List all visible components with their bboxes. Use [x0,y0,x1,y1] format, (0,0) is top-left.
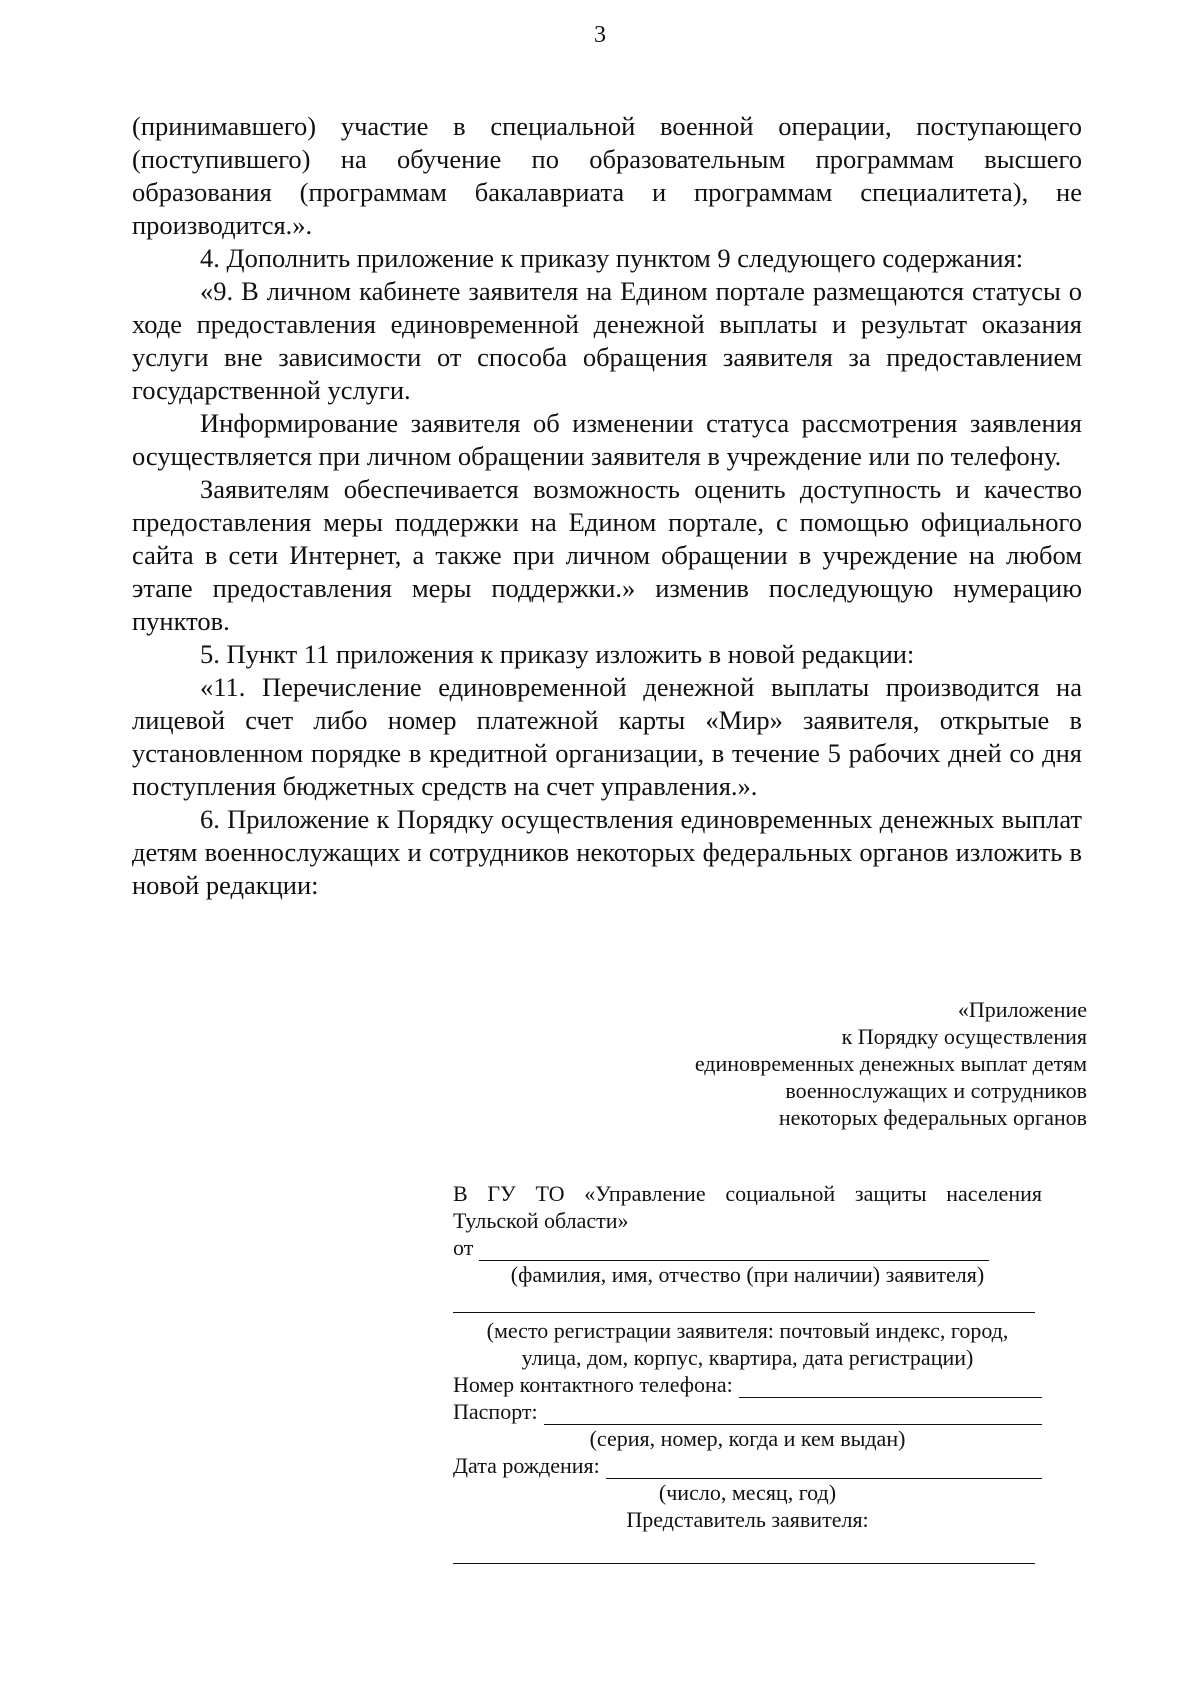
passport-field[interactable] [544,1404,1042,1425]
birth-field[interactable] [606,1458,1042,1479]
paragraph-informing: Информирование заявителя об изменении статуса рассмотрения заявления осуществляется при личном обращении заявителя в учреждение или по телефону. [132,408,1082,471]
birth-row [453,1452,1042,1479]
name-field[interactable] [479,1240,989,1261]
passport-caption: (серия, номер, когда и кем выдан) [589,1426,906,1451]
paragraph-rating: Заявителям обеспечивается возможность оценить доступность и качество предоставления меры поддержки на Едином портале, с помощью официального сайта в сети Интернет, а также при личном обращении в учреждение на любом этапе предоставления меры поддержки.» изменив последующую нумерацию пунктов. [132,474,1082,636]
phone-field[interactable] [739,1377,1042,1398]
appendix-header [695,996,1087,1131]
phone-row [453,1371,1042,1398]
passport-label: Паспорт: [453,1399,538,1424]
appendix-line: к Порядку осуществления [841,1024,1087,1049]
paragraph-item-5: 5. Пункт 11 приложения к приказу изложить в новой редакции: [200,639,915,669]
page-number: 3 [594,22,606,48]
paragraph-item-4: 4. Дополнить приложение к приказу пунктом 9 следующего содержания: [200,243,1024,273]
birth-caption: (число, месяц, год) [658,1480,837,1505]
paragraph-item-9: «9. В личном кабинете заявителя на Едином портале размещаются статусы о ходе предоставления единовременной денежной выплаты и результат оказания услуги вне зависимости от способа обращения заявителя за предоставлением государственной услуги. [132,276,1082,405]
application-form-header [453,1180,1042,1568]
appendix-line: военнослужащих и сотрудников [785,1078,1087,1103]
address-caption: (место регистрации заявителя: почтовый индекс, город, [486,1318,1009,1343]
from-label: от [453,1235,474,1260]
paragraph-item-11: «11. Перечисление единовременной денежной выплаты производится на лицевой счет либо номер платежной карты «Мир» заявителя, открытые в установленном порядке в кредитной организации, в течение 5 рабочих дней со дня поступления бюджетных средств на счет управления.». [132,672,1082,801]
address-field[interactable] [453,1288,1035,1313]
representative-field[interactable] [453,1533,1035,1564]
birth-label: Дата рождения: [453,1453,600,1478]
from-row [453,1234,1042,1261]
passport-row [453,1398,1042,1425]
name-caption: (фамилия, имя, отчество (при наличии) заявителя) [510,1262,985,1287]
appendix-line: «Приложение [957,997,1087,1022]
phone-label: Номер контактного телефона: [453,1372,733,1397]
paragraph-continuation: (принимавшего) участие в специальной военной операции, поступающего (поступившего) на обучение по образовательным программам высшего образования (программам бакалавриата и программам специалитета), не производится.». [132,111,1082,240]
address-caption: улица, дом, корпус, квартира, дата регистрации) [521,1345,974,1370]
appendix-line: некоторых федеральных органов [778,1105,1087,1130]
paragraph-item-6: 6. Приложение к Порядку осуществления единовременных денежных выплат детям военнослужащих и сотрудников некоторых федеральных органов изложить в новой редакции: [132,804,1082,900]
addressee: В ГУ ТО «Управление социальной защиты населения Тульской области» [453,1181,1042,1233]
document-body [132,110,1082,902]
representative-label: Представитель заявителя: [626,1507,869,1532]
appendix-line: единовременных денежных выплат детям [694,1051,1087,1076]
